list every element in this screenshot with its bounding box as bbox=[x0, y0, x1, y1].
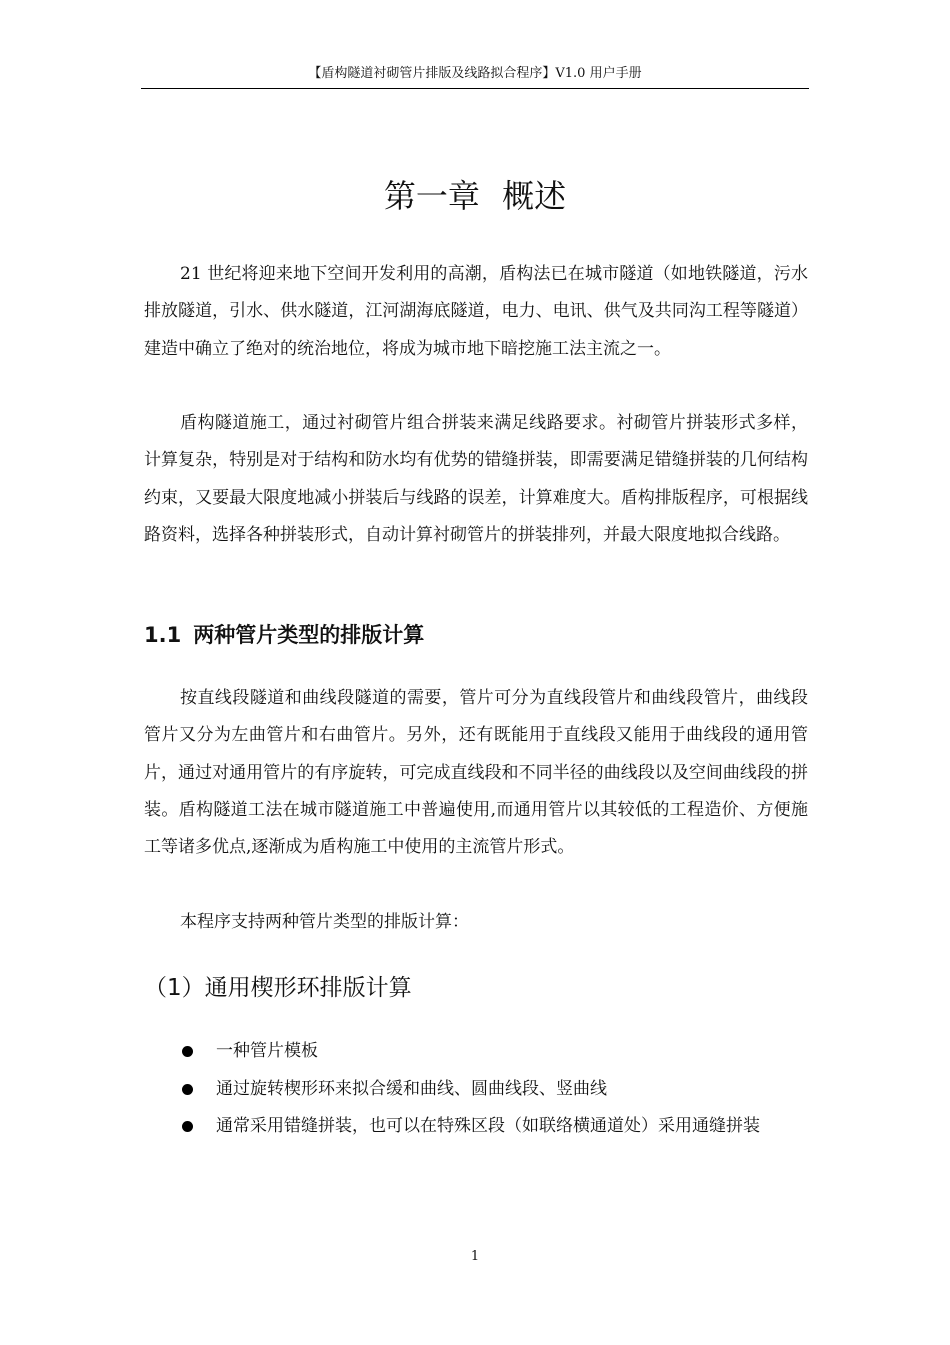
page-number: 1 bbox=[470, 1249, 480, 1264]
chapter-title: 第一章 概述 bbox=[383, 177, 567, 215]
list-item-text: 通过旋转楔形环来拟合缓和曲线、圆曲线段、竖曲线 bbox=[216, 1078, 607, 1099]
bullet-icon bbox=[182, 1084, 193, 1095]
running-header: 【盾构隧道衬砌管片排版及线路拟合程序】V1.0 用户手册 bbox=[308, 66, 642, 81]
section-number: 1.1 bbox=[144, 623, 182, 647]
bullet-icon bbox=[182, 1046, 193, 1057]
header-divider bbox=[141, 88, 809, 89]
section-heading bbox=[144, 617, 808, 653]
subsection-title: （1）通用楔形环排版计算 bbox=[144, 975, 412, 1001]
bullet-icon bbox=[182, 1121, 193, 1132]
list-item bbox=[144, 1108, 808, 1146]
list-item bbox=[144, 1033, 808, 1071]
chapter-paragraph-2: 盾构隧道施工，通过衬砌管片组合拼装来满足线路要求。衬砌管片拼装形式多样，计算复杂，特别是对于结构和防水均有优势的错缝拼装，即需要满足错缝拼装的几何结构约束，又要最大限度地减小拼装后与线路的误差，计算难度大。盾构排版程序，可根据线路资料，选择各种拼装形式，自动计算衬砌管片的拼装排列，并最大限度地拟合线路。 bbox=[144, 413, 808, 545]
section-paragraph-2: 本程序支持两种管片类型的排版计算： bbox=[180, 912, 469, 932]
list-item-text: 一种管片模板 bbox=[216, 1041, 318, 1061]
section-paragraph-1: 按直线段隧道和曲线段隧道的需要，管片可分为直线段管片和曲线段管片，曲线段管片又分为左曲管片和右曲管片。另外，还有既能用于直线段又能用于曲线段的通用管片，通过对通用管片的有序旋转，可完成直线段和不同半径的曲线段以及空间曲线段的拼装。盾构隧道工法在城市隧道施工中普遍使用,而通用管片以其较低的工程造价、方便施工等诸多优点,逐渐成为盾构施工中使用的主流管片形式。 bbox=[144, 688, 808, 858]
feature-list bbox=[144, 1033, 808, 1146]
chapter-paragraph-1: 21 世纪将迎来地下空间开发利用的高潮，盾构法已在城市隧道（如地铁隧道，污水排放隧道，引水、供水隧道，江河湖海底隧道，电力、电讯、供气及共同沟工程等隧道）建造中确立了绝对的统治地位，将成为城市地下暗挖施工法主流之一。 bbox=[144, 264, 808, 359]
section-title: 两种管片类型的排版计算 bbox=[193, 623, 425, 647]
list-item bbox=[144, 1071, 808, 1109]
list-item-text: 通常采用错缝拼装，也可以在特殊区段（如联络横通道处）采用通缝拼装 bbox=[216, 1116, 760, 1136]
